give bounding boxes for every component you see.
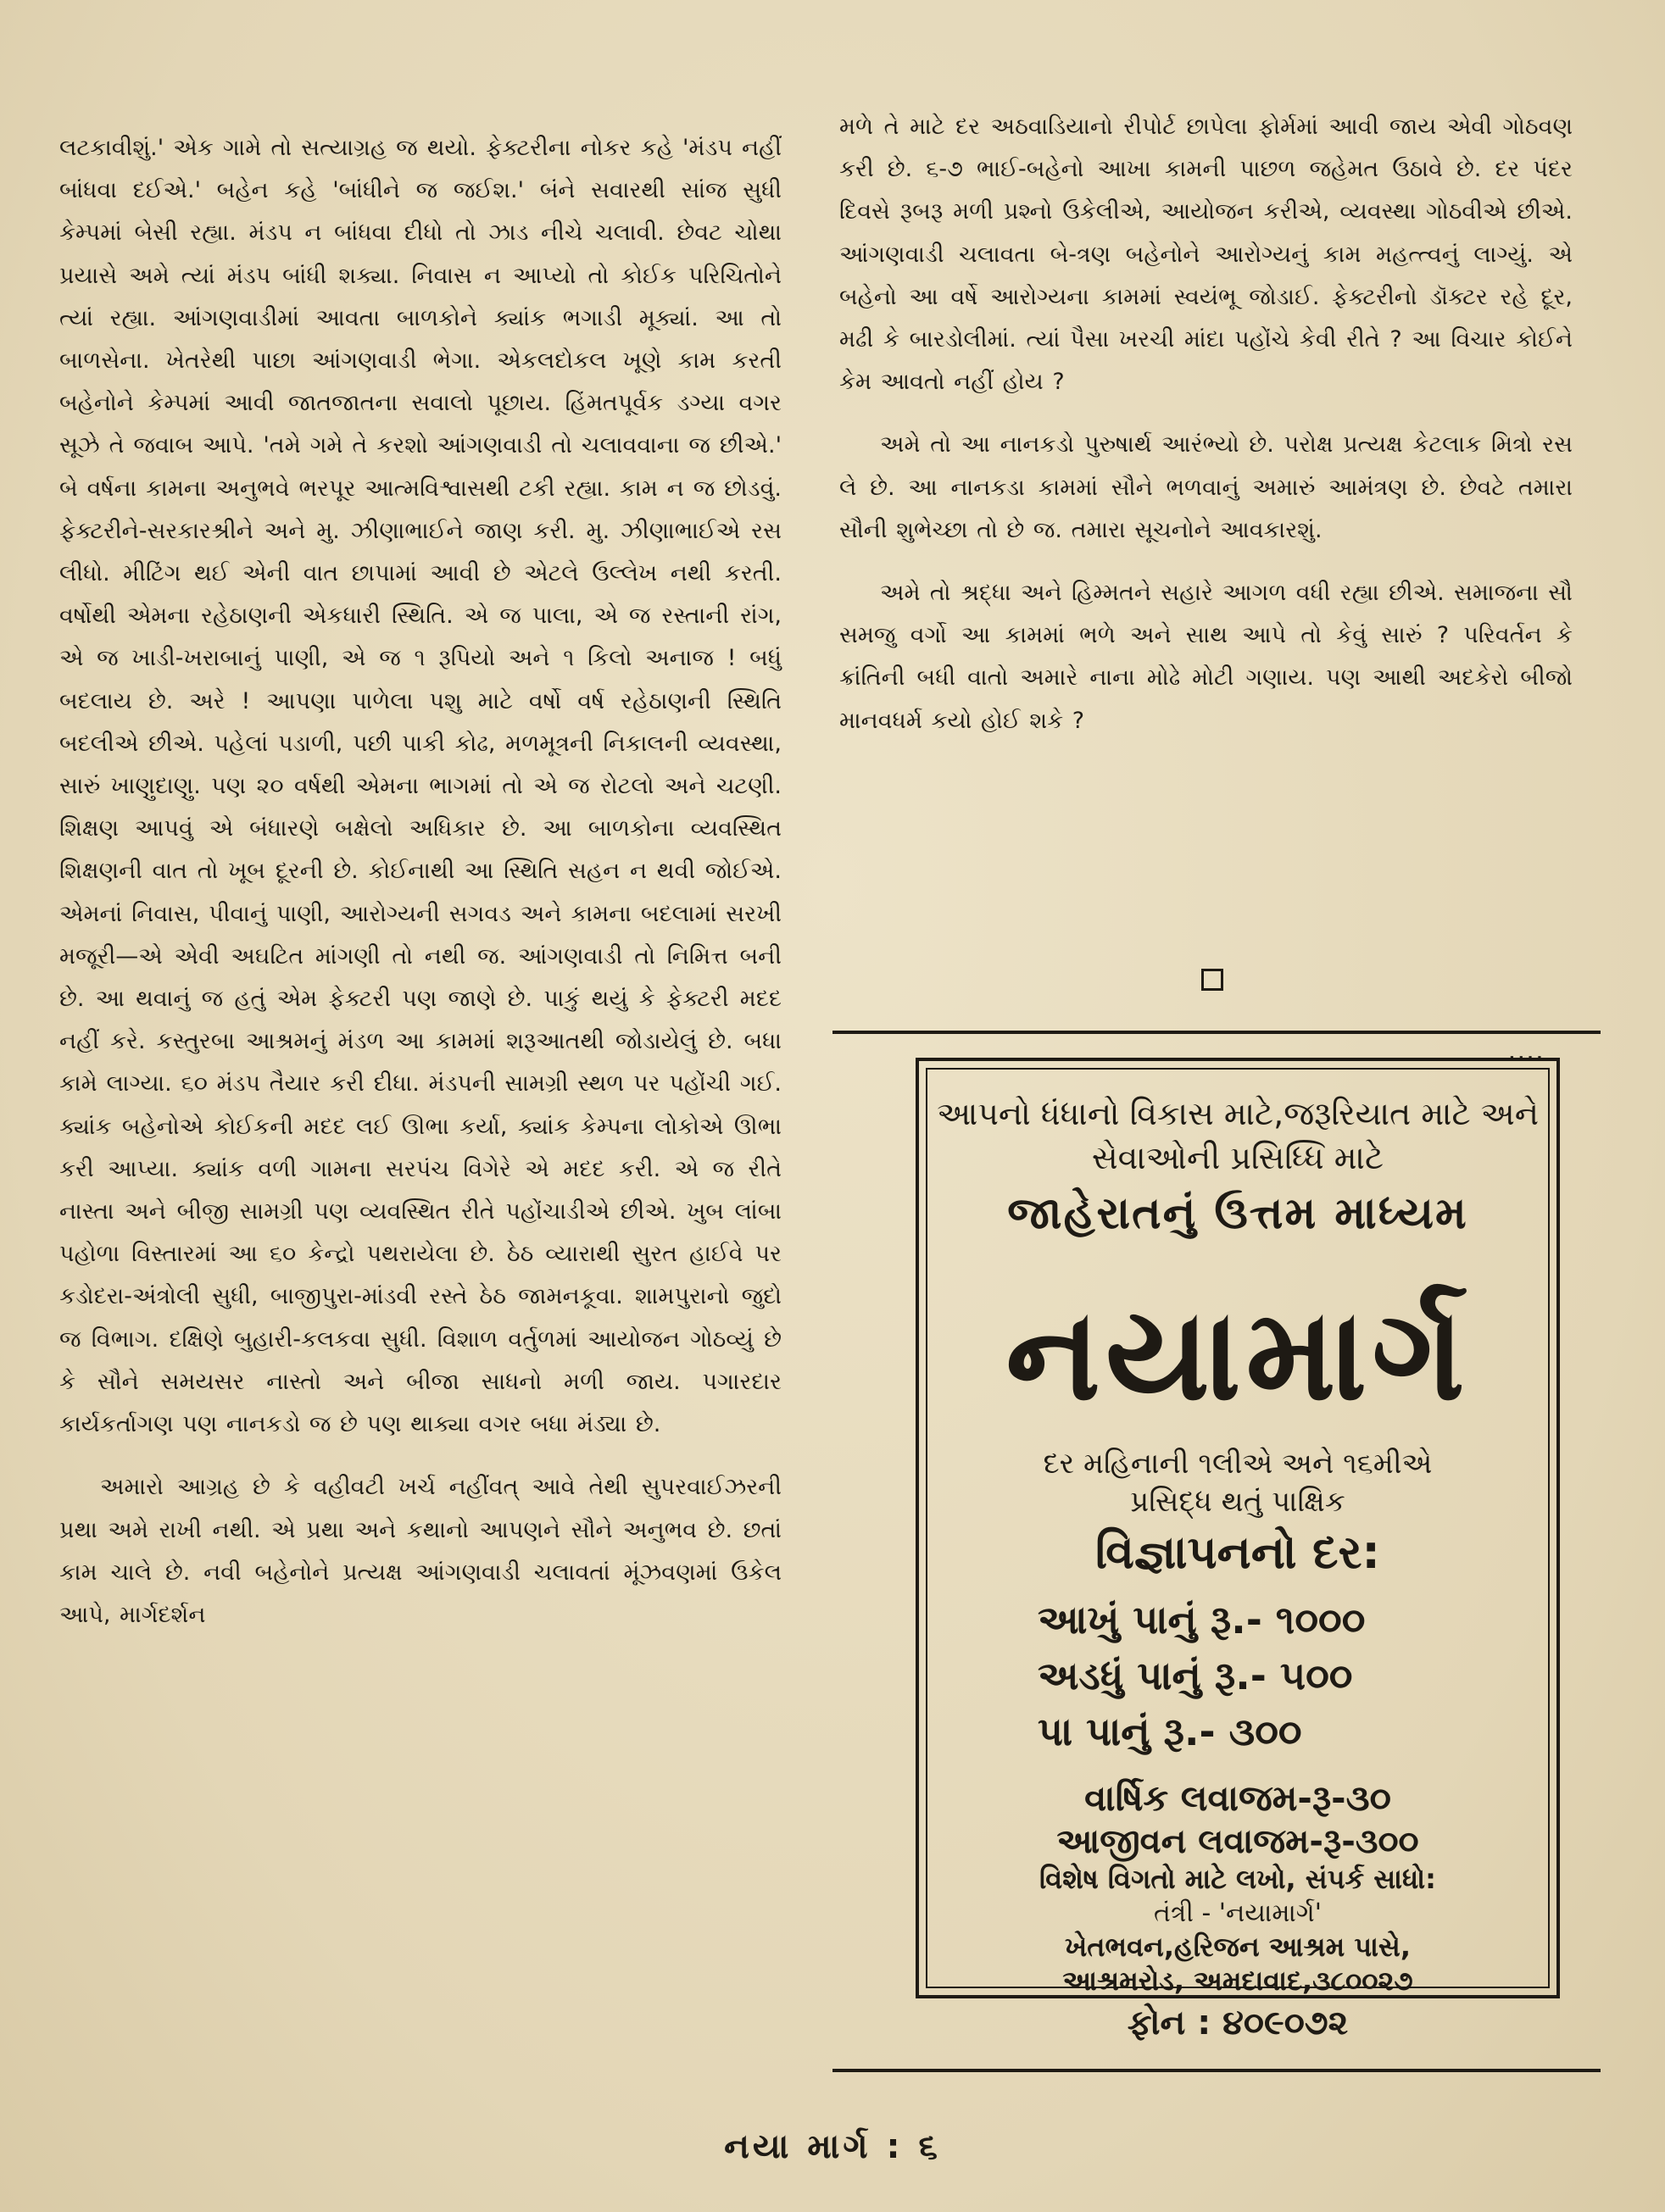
ad-intro-line: સેવાઓની પ્રસિધ્ધિ માટે	[1091, 1139, 1384, 1176]
ad-intro-line: આપનો ધંધાનો વિકાસ માટે,જરૂરિયાત માટે અને	[936, 1095, 1540, 1132]
ad-address-line: ખેતભવન,હરિજન આશ્રમ પાસે,	[1064, 1931, 1412, 1963]
ad-rate-quarter-page: પા પાનું રૂ.- ૩૦૦	[1038, 1709, 1302, 1754]
article-end-square	[1201, 969, 1223, 991]
article-paragraph: અમારો આગ્રહ છે કે વહીવટી ખર્ચ નહીંવત્ આવે તેથી સુપરવાઈઝરની પ્રથા અમે રાખી નથી. એ પ્રથા અને કથાનો આપણને સૌને અનુભવ છે. છતાં કામ ચાલે છે. નવી બહેનોને પ્રત્યક્ષ આંગણવાડી ચલાવતાં મૂંઝવણમાં ઉકેલ આપે, માર્ગદર્શન	[59, 1474, 782, 1628]
left-article-column	[59, 127, 782, 1637]
article-paragraph: મળે તે માટે દર અઠવાડિયાનો રીપોર્ટ છાપેલા ફોર્મમાં આવી જાય એવી ગોઠવણ કરી છે. ૬-૭ ભાઈ-બહેનો આખા કામની પાછળ જહેમત ઉઠાવે છે. દર પંદર દિવસે રૂબરૂ મળી પ્રશ્નો ઉકેલીએ, આયોજન કરીએ, વ્યવસ્થા ગોઠવીએ છીએ. આંગણવાડી ચલાવતા બે-ત્રણ બહેનોને આરોગ્યનું કામ મહત્ત્વનું લાગ્યું. એ બહેનો આ વર્ષે આરોગ્યના કામમાં સ્વયંભૂ જોડાઈ. ફેક્ટરીનો ડૉક્ટર રહે દૂર, મઢી કે બારડોલીમાં. ત્યાં પૈસા ખરચી માંદા પહોંચે કેવી રીતે ? આ વિચાર કોઈને કેમ આવતો નહીં હોય ?	[839, 114, 1573, 396]
ad-annual-subscription: વાર્ષિક લવાજમ-રૂ-૩૦	[1084, 1777, 1391, 1819]
ad-phone-number: ફોન : ૪૦૯૦૭૨	[1127, 2004, 1349, 2042]
ad-lifetime-subscription: આજીવન લવાજમ-રૂ-૩૦૦	[1056, 1822, 1419, 1861]
advertisement-box	[916, 1058, 1560, 2042]
ad-top-divider	[832, 1031, 1601, 1034]
ad-bottom-divider	[832, 2069, 1601, 2072]
ad-brand-name: નયામાર્ગ	[1005, 1281, 1470, 1429]
article-paragraph: લટકાવીશું.' એક ગામે તો સત્યાગ્રહ જ થયો. ફેક્ટરીના નોકર કહે 'મંડપ નહીં બાંધવા દઈએ.' બહેન કહે 'બાંધીને જ જઈશ.' બંને સવારથી સાંજ સુધી કેમ્પમાં બેસી રહ્યા. મંડપ ન બાંધવા દીધો તો ઝાડ નીચે ચલાવી. છેવટ ચોથા પ્રયાસે અમે ત્યાં મંડપ બાંધી શક્યા. નિવાસ ન આપ્યો તો કોઈક પરિચિતોને ત્યાં રહ્યા. આંગણવાડીમાં આવતા બાળકોને ક્યાંક ભગાડી મૂક્યાં. આ તો બાળસેના. ખેતરેથી પાછા આંગણવાડી ભેગા. એકલદોકલ ખૂણે કામ કરતી બહેનોને કેમ્પમાં આવી જાતજાતના સવાલો પૂછાય. હિંમતપૂર્વક ડગ્યા વગર સૂઝે તે જવાબ આપે. 'તમે ગમે તે કરશો આંગણવાડી તો ચલાવવાના જ છીએ.' બે વર્ષના કામના અનુભવે ભરપૂર આત્મવિશ્વાસથી ટકી રહ્યા. કામ ન જ છોડવું. ફેક્ટરીને-સરકારશ્રીને અને મુ. ઝીણાભાઈને જાણ કરી. મુ. ઝીણાભાઈએ રસ લીધો. મીટિંગ થઈ એની વાત છાપામાં આવી છે એટલે ઉલ્લેખ નથી કરતી. વર્ષોથી એમના રહેઠાણની એકધારી સ્થિતિ. એ જ પાલા, એ જ રસ્તાની રાંગ, એ જ ખાડી-ખરાબાનું પાણી, એ જ ૧ રૂપિયો અને ૧ કિલો અનાજ ! બધું બદલાય છે. અરે ! આપણા પાળેલા પશુ માટે વર્ષો વર્ષ રહેઠાણની સ્થિતિ બદલીએ છીએ. પહેલાં પડાળી, પછી પાકી કોઢ, મળમૂત્રની નિકાલની વ્યવસ્થા, સારું ખાણુદાણુ. પણ ૨૦ વર્ષથી એમના ભાગમાં તો એ જ રોટલો અને ચટણી. શિક્ષણ આપવું એ બંધારણે બક્ષેલો અધિકાર છે. આ બાળકોના વ્યવસ્થિત શિક્ષણની વાત તો ખૂબ દૂરની છે. કોઈનાથી આ સ્થિતિ સહન ન થવી જોઈએ. એમનાં નિવાસ, પીવાનું પાણી, આરોગ્યની સગવડ અને કામના બદલામાં સરખી મજૂરી—એ એવી અઘટિત માંગણી તો નથી જ. આંગણવાડી તો નિમિત્ત બની છે. આ થવાનું જ હતું એમ ફેક્ટરી પણ જાણે છે. પાકું થયું કે ફેક્ટરી મદદ નહીં કરે. કસ્તુરબા આશ્રમનું મંડળ આ કામમાં શરૂઆતથી જોડાયેલું છે. બધા કામે લાગ્યા. ૬૦ મંડપ તૈયાર કરી દીધા. મંડપની સામગ્રી સ્થળ પર પહોંચી ગઈ. ક્યાંક બહેનોએ કોઈકની મદદ લઈ ઊભા કર્યા, ક્યાંક કેમ્પના લોકોએ ઊભા કરી આપ્યા. ક્યાંક વળી ગામના સરપંચ વિગેરે એ મદદ કરી. એ જ રીતે નાસ્તા અને બીજી સામગ્રી પણ વ્યવસ્થિત રીતે પહોંચાડીએ છીએ. ખુબ લાંબા પહોળા વિસ્તારમાં આ ૬૦ કેન્દ્રો પથરાયેલા છે. ઠેઠ વ્યારાથી સુરત હાઈવે પર કડોદરા-અંત્રોલી સુધી, બાજીપુરા-માંડવી રસ્તે ઠેઠ જામનકૂવા. શામપુરાનો જુદો જ વિભાગ. દક્ષિણે બુહારી-કલકવા સુધી. વિશાળ વર્તુળમાં આયોજન ગોઠવ્યું છે કે સૌને સમયસર નાસ્તો અને બીજા સાધનો મળી જાય. પગારદાર કાર્યકર્તાગણ પણ નાનકડો જ છે પણ થાક્યા વગર બધા મંડ્યા છે.	[59, 135, 782, 1438]
ad-rates-title: વિજ્ઞાપનનો દર:	[1095, 1526, 1380, 1579]
ad-frequency-line: દર મહિનાની ૧લીએ અને ૧૬મીએ	[1043, 1447, 1433, 1481]
article-paragraph: અમે તો આ નાનકડો પુરુષાર્થ આરંભ્યો છે. પરોક્ષ પ્રત્યક્ષ કેટલાક મિત્રો રસ લે છે. આ નાનકડા કામમાં સૌને ભળવાનું અમારું આમંત્રણ છે. છેવટે તમારા સૌની શુભેચ્છા તો છે જ. તમારા સૂચનોને આવકારશું.	[839, 431, 1573, 543]
ad-rate-full-page: આખું પાનું રૂ.- ૧૦૦૦	[1038, 1597, 1366, 1642]
ad-contact-note: વિશેષ વિગતો માટે લખો, સંપર્ક સાધો:	[1039, 1863, 1436, 1895]
ad-frequency-line: પ્રસિદ્ધ થતું પાક્ષિક	[1130, 1485, 1345, 1519]
ad-rate-half-page: અડધું પાનું રૂ.- ૫૦૦	[1038, 1653, 1353, 1698]
ad-editor-line: તંત્રી - 'નયામાર્ગ'	[1153, 1898, 1322, 1928]
decorative-dots: ····	[1509, 1049, 1546, 1067]
article-paragraph: અમે તો શ્રદ્ધા અને હિમ્મતને સહારે આગળ વધી રહ્યા છીએ. સમાજના સૌ સમજુ વર્ગો આ કામમાં ભળે અને સાથ આપે તો કેવું સારું ? પરિવર્તન કે ક્રાંતિની બધી વાતો અમારે નાના મોઢે મોટી ગણાય. પણ આથી અદકેરો બીજો માનવધર્મ કયો હોઈ શકે ?	[839, 580, 1573, 734]
ad-address-line: આશ્રમરોડ, અમદાવાદ,૩૮૦૦૨૭	[1062, 1965, 1413, 1997]
page-footer: નયા માર્ગ : ૬	[724, 2127, 941, 2166]
ad-slogan: જાહેરાતનું ઉત્તમ માધ્યમ	[1007, 1188, 1468, 1239]
right-article-column	[839, 106, 1573, 742]
